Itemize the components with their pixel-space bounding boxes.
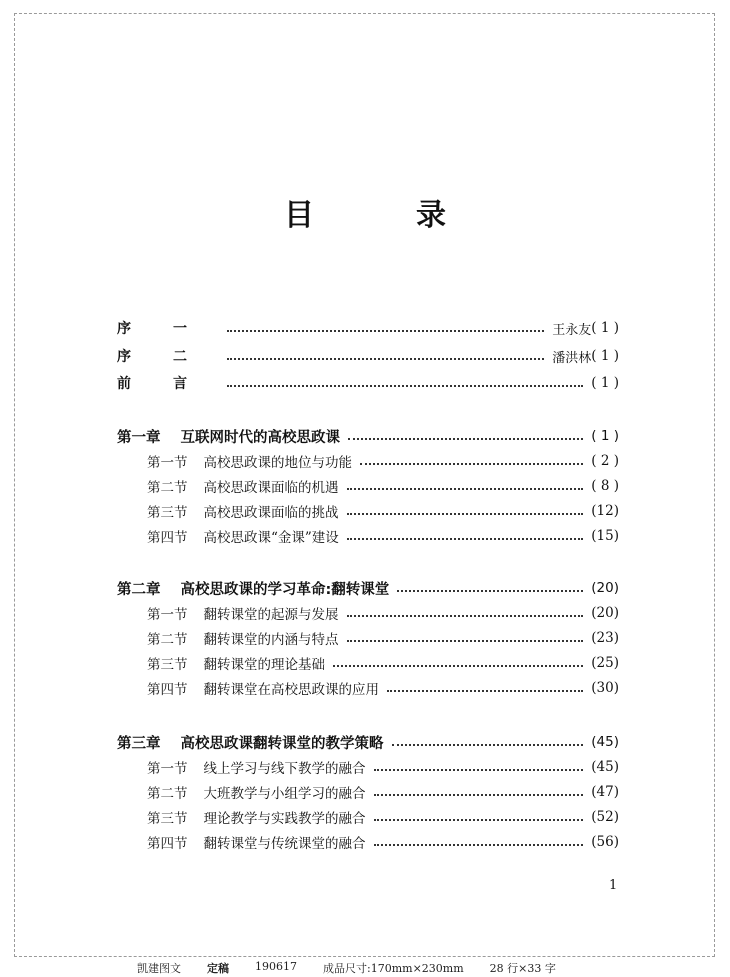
toc-entry-section[interactable] [147,526,619,546]
section-title: 翻转课堂的内涵与特点 [203,632,339,648]
entry-page: (12) [591,503,619,519]
section-title: 翻转课堂的起源与发展 [203,607,339,623]
entry-label: 前 言 [117,376,201,392]
section-title: 线上学习与线下教学的融合 [203,761,366,777]
section-title: 大班教学与小组学习的融合 [203,786,366,802]
dot-leader [347,615,584,617]
dot-leader [374,769,584,771]
section-number: 第三节 [147,657,188,673]
entry-page: (15) [591,528,619,544]
chapter-number: 第三章 [117,735,161,752]
entry-label: 序 二 [117,349,201,365]
section-number: 第二节 [147,632,188,648]
section-title: 高校思政课面临的机遇 [203,480,339,496]
entry-page: ( 1 ) [591,320,619,336]
section-title: 翻转课堂与传统课堂的融合 [203,836,366,852]
entry-page: (47) [591,784,619,800]
toc-entry-preface-1[interactable] [117,318,619,338]
dot-leader [227,330,544,332]
footer-lines: 28 行×33 字 [489,962,556,975]
dot-leader [348,438,583,440]
entry-page: (52) [591,809,619,825]
toc-entry-section[interactable] [147,678,619,698]
dot-leader [347,640,584,642]
page-title: 目 录 [284,198,482,233]
entry-author: 潘洪林 [552,350,592,366]
section-number: 第一节 [147,607,188,623]
section-title: 高校思政课的地位与功能 [203,455,352,471]
dot-leader [397,590,583,592]
section-number: 第一节 [147,761,188,777]
entry-page: ( 1 ) [591,348,619,364]
entry-page: ( 2 ) [591,453,619,469]
footer-code: 190617 [255,960,297,973]
print-footer [137,960,582,976]
chapter-title: 互联网时代的高校思政课 [180,429,340,446]
toc-entry-section[interactable] [147,807,619,827]
dot-leader [333,665,583,667]
dot-leader [347,513,584,515]
toc-entry-preface-2[interactable] [117,346,619,366]
toc-entry-section[interactable] [147,653,619,673]
section-title: 高校思政课“金课”建设 [203,530,339,546]
entry-page: (23) [591,630,619,646]
section-number: 第一节 [147,455,188,471]
dot-leader [227,385,583,387]
toc-entry-section[interactable] [147,451,619,471]
dot-leader [347,488,584,490]
section-title: 高校思政课面临的挑战 [203,505,339,521]
dot-leader [374,794,584,796]
entry-page: ( 1 ) [591,375,619,391]
entry-page: (56) [591,834,619,850]
toc-entry-section[interactable] [147,501,619,521]
section-number: 第四节 [147,836,188,852]
chapter-number: 第一章 [117,429,161,446]
entry-page: (45) [591,734,619,750]
entry-page: (45) [591,759,619,775]
toc-entry-foreword[interactable] [117,373,619,393]
page-number: 1 [609,878,618,893]
chapter-title: 高校思政课的学习革命:翻转课堂 [180,581,390,598]
dot-leader [374,844,584,846]
footer-size: 成品尺寸:170mm×230mm [323,962,464,975]
toc-entry-section[interactable] [147,603,619,623]
footer-status: 定稿 [207,962,229,975]
section-number: 第四节 [147,530,188,546]
section-number: 第二节 [147,786,188,802]
section-number: 第二节 [147,480,188,496]
entry-label: 序 一 [117,321,201,337]
toc-entry-section[interactable] [147,832,619,852]
entry-page: ( 8 ) [591,478,619,494]
entry-page: (20) [591,580,619,596]
section-number: 第三节 [147,505,188,521]
section-title: 翻转课堂的理论基础 [203,657,325,673]
section-number: 第三节 [147,811,188,827]
dot-leader [387,690,583,692]
toc-entry-chapter-1[interactable] [117,426,619,446]
toc-entry-section[interactable] [147,476,619,496]
entry-page: (30) [591,680,619,696]
section-title: 翻转课堂在高校思政课的应用 [203,682,379,698]
entry-page: (25) [591,655,619,671]
section-number: 第四节 [147,682,188,698]
section-title: 理论教学与实践教学的融合 [203,811,366,827]
toc-entry-chapter-2[interactable] [117,578,619,598]
dot-leader [392,744,584,746]
dot-leader [347,538,583,540]
entry-page: (20) [591,605,619,621]
dot-leader [360,463,583,465]
chapter-title: 高校思政课翻转课堂的教学策略 [180,735,384,752]
toc-entry-section[interactable] [147,757,619,777]
toc-entry-chapter-3[interactable] [117,732,619,752]
footer-publisher: 凯建图文 [137,962,181,975]
chapter-number: 第二章 [117,581,161,598]
dot-leader [227,358,544,360]
entry-author: 王永友 [552,322,592,338]
dot-leader [374,819,584,821]
toc-entry-section[interactable] [147,628,619,648]
toc-entry-section[interactable] [147,782,619,802]
entry-page: ( 1 ) [591,428,619,444]
